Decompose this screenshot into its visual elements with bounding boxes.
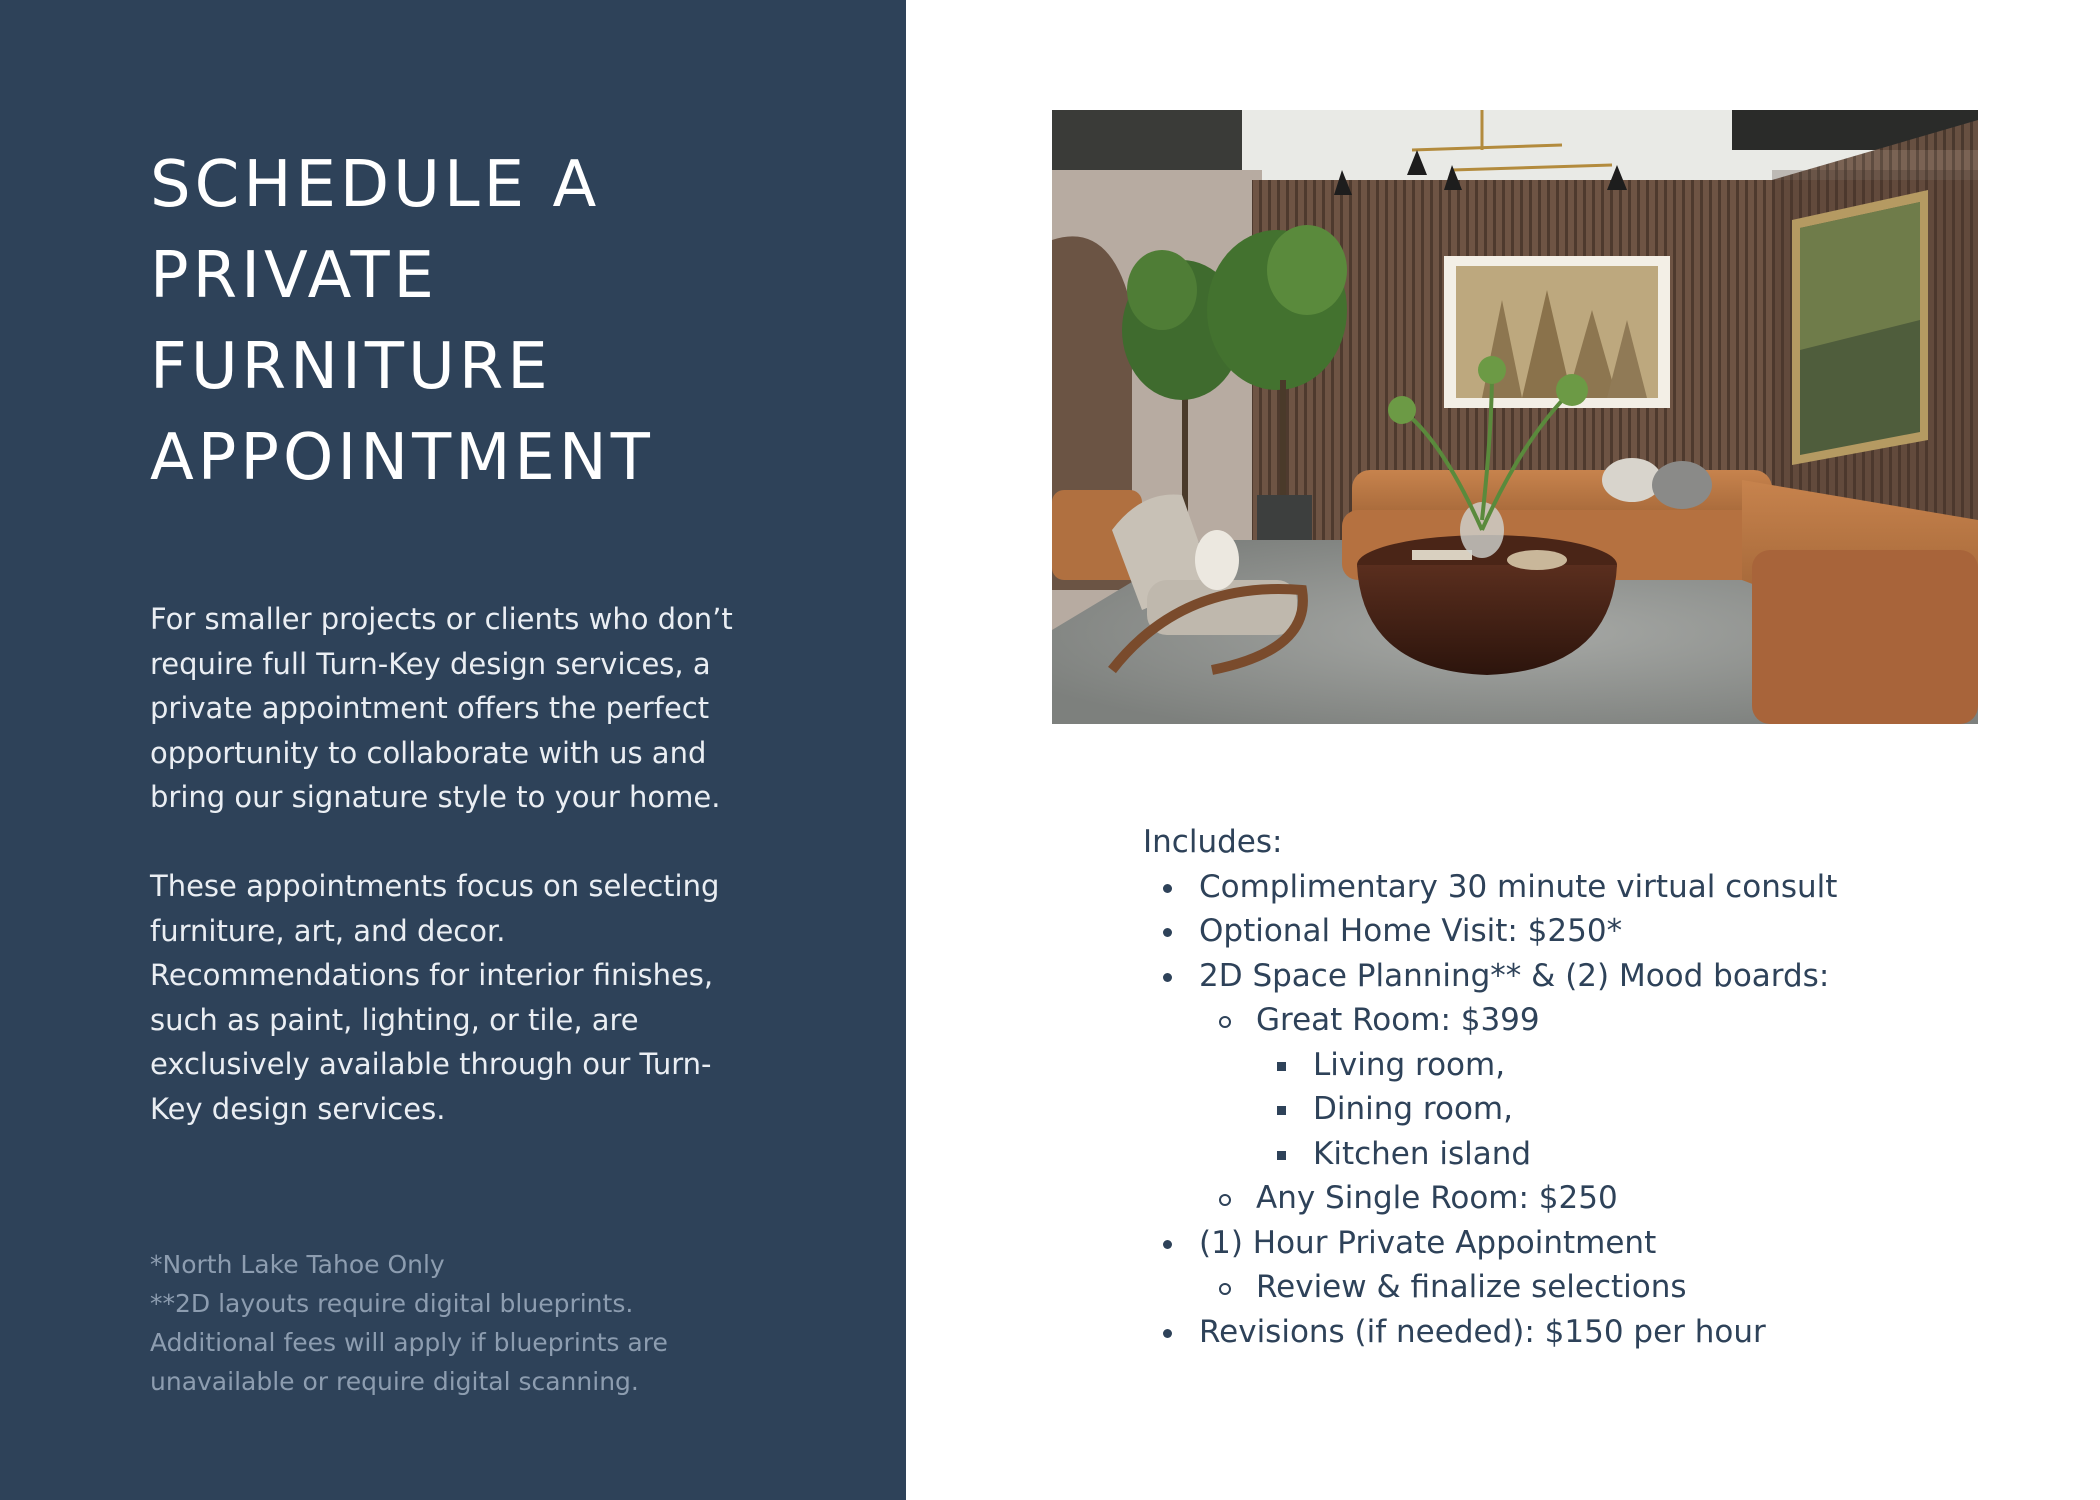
includes-item-text: Dining room,	[1313, 1091, 1513, 1127]
footnote-line: unavailable or require digital scanning.	[150, 1367, 639, 1396]
bullet-square-icon	[1277, 1062, 1286, 1071]
includes-item-text: Revisions (if needed): $150 per hour	[1199, 1313, 1766, 1350]
includes-item	[1143, 1221, 2043, 1266]
includes-item	[1143, 865, 2043, 910]
living-room-photo	[1052, 110, 1978, 724]
text-line: require full Turn-Key design services, a	[150, 646, 711, 681]
includes-item-text: Review & finalize selections	[1256, 1269, 1687, 1305]
bullet-dot-icon	[1163, 1329, 1172, 1338]
text-line: opportunity to collaborate with us and	[150, 735, 707, 770]
includes-item-text: 2D Space Planning** & (2) Mood boards:	[1199, 957, 1830, 994]
intro-paragraph-2	[150, 864, 790, 1131]
page-title	[150, 140, 870, 504]
title-line: FURNITURE	[150, 330, 552, 404]
includes-item-text: Living room,	[1313, 1046, 1506, 1083]
text-line: Key design services.	[150, 1091, 446, 1126]
includes-item	[1143, 1087, 2043, 1132]
bullet-dot-icon	[1163, 1240, 1172, 1249]
text-line: For smaller projects or clients who don’t	[150, 602, 733, 636]
intro-text	[150, 597, 790, 1131]
text-line: private appointment offers the perfect	[150, 691, 710, 725]
text-line: bring our signature style to your home.	[150, 780, 721, 814]
includes-list	[1143, 865, 2043, 1355]
includes-label: Includes:	[1143, 824, 1283, 860]
footnote-line: Additional fees will apply if blueprints are	[150, 1328, 668, 1357]
includes-item	[1143, 1265, 2043, 1310]
bullet-circle-icon	[1219, 1194, 1231, 1206]
title-line: SCHEDULE A	[150, 148, 601, 222]
includes-item-text: (1) Hour Private Appointment	[1199, 1224, 1657, 1261]
includes-item-text: Optional Home Visit: $250*	[1199, 913, 1623, 949]
includes-item	[1143, 1176, 2043, 1221]
footnote-line: **2D layouts require digital blueprints.	[150, 1289, 634, 1318]
text-line: furniture, art, and decor.	[150, 913, 506, 948]
intro-paragraph-1	[150, 597, 790, 820]
includes-item	[1143, 954, 2043, 999]
includes-item	[1143, 909, 2043, 954]
bullet-circle-icon	[1219, 1283, 1231, 1295]
includes-item	[1143, 998, 2043, 1043]
bullet-square-icon	[1277, 1151, 1286, 1160]
left-panel	[0, 0, 906, 1500]
text-line: These appointments focus on selecting	[150, 869, 720, 903]
footnote-line: *North Lake Tahoe Only	[150, 1250, 445, 1279]
includes-item-text: Any Single Room: $250	[1256, 1180, 1618, 1216]
includes-item	[1143, 1310, 2043, 1355]
includes-item-text: Kitchen island	[1313, 1135, 1532, 1172]
includes-item	[1143, 1132, 2043, 1177]
footnotes	[150, 1245, 810, 1401]
text-line: such as paint, lighting, or tile, are	[150, 1002, 639, 1037]
includes-item-text: Great Room: $399	[1256, 1002, 1540, 1038]
bullet-square-icon	[1277, 1106, 1286, 1115]
bullet-dot-icon	[1163, 884, 1172, 893]
bullet-circle-icon	[1219, 1016, 1231, 1028]
title-line: APPOINTMENT	[150, 421, 654, 495]
includes-item	[1143, 1043, 2043, 1088]
bullet-dot-icon	[1163, 973, 1172, 982]
includes-item-text: Complimentary 30 minute virtual consult	[1199, 868, 1838, 905]
text-line: exclusively available through our Turn-	[150, 1047, 712, 1081]
bullet-dot-icon	[1163, 928, 1172, 937]
includes-section	[1143, 820, 2043, 1354]
text-line: Recommendations for interior finishes,	[150, 958, 714, 992]
title-line: PRIVATE	[150, 239, 438, 313]
